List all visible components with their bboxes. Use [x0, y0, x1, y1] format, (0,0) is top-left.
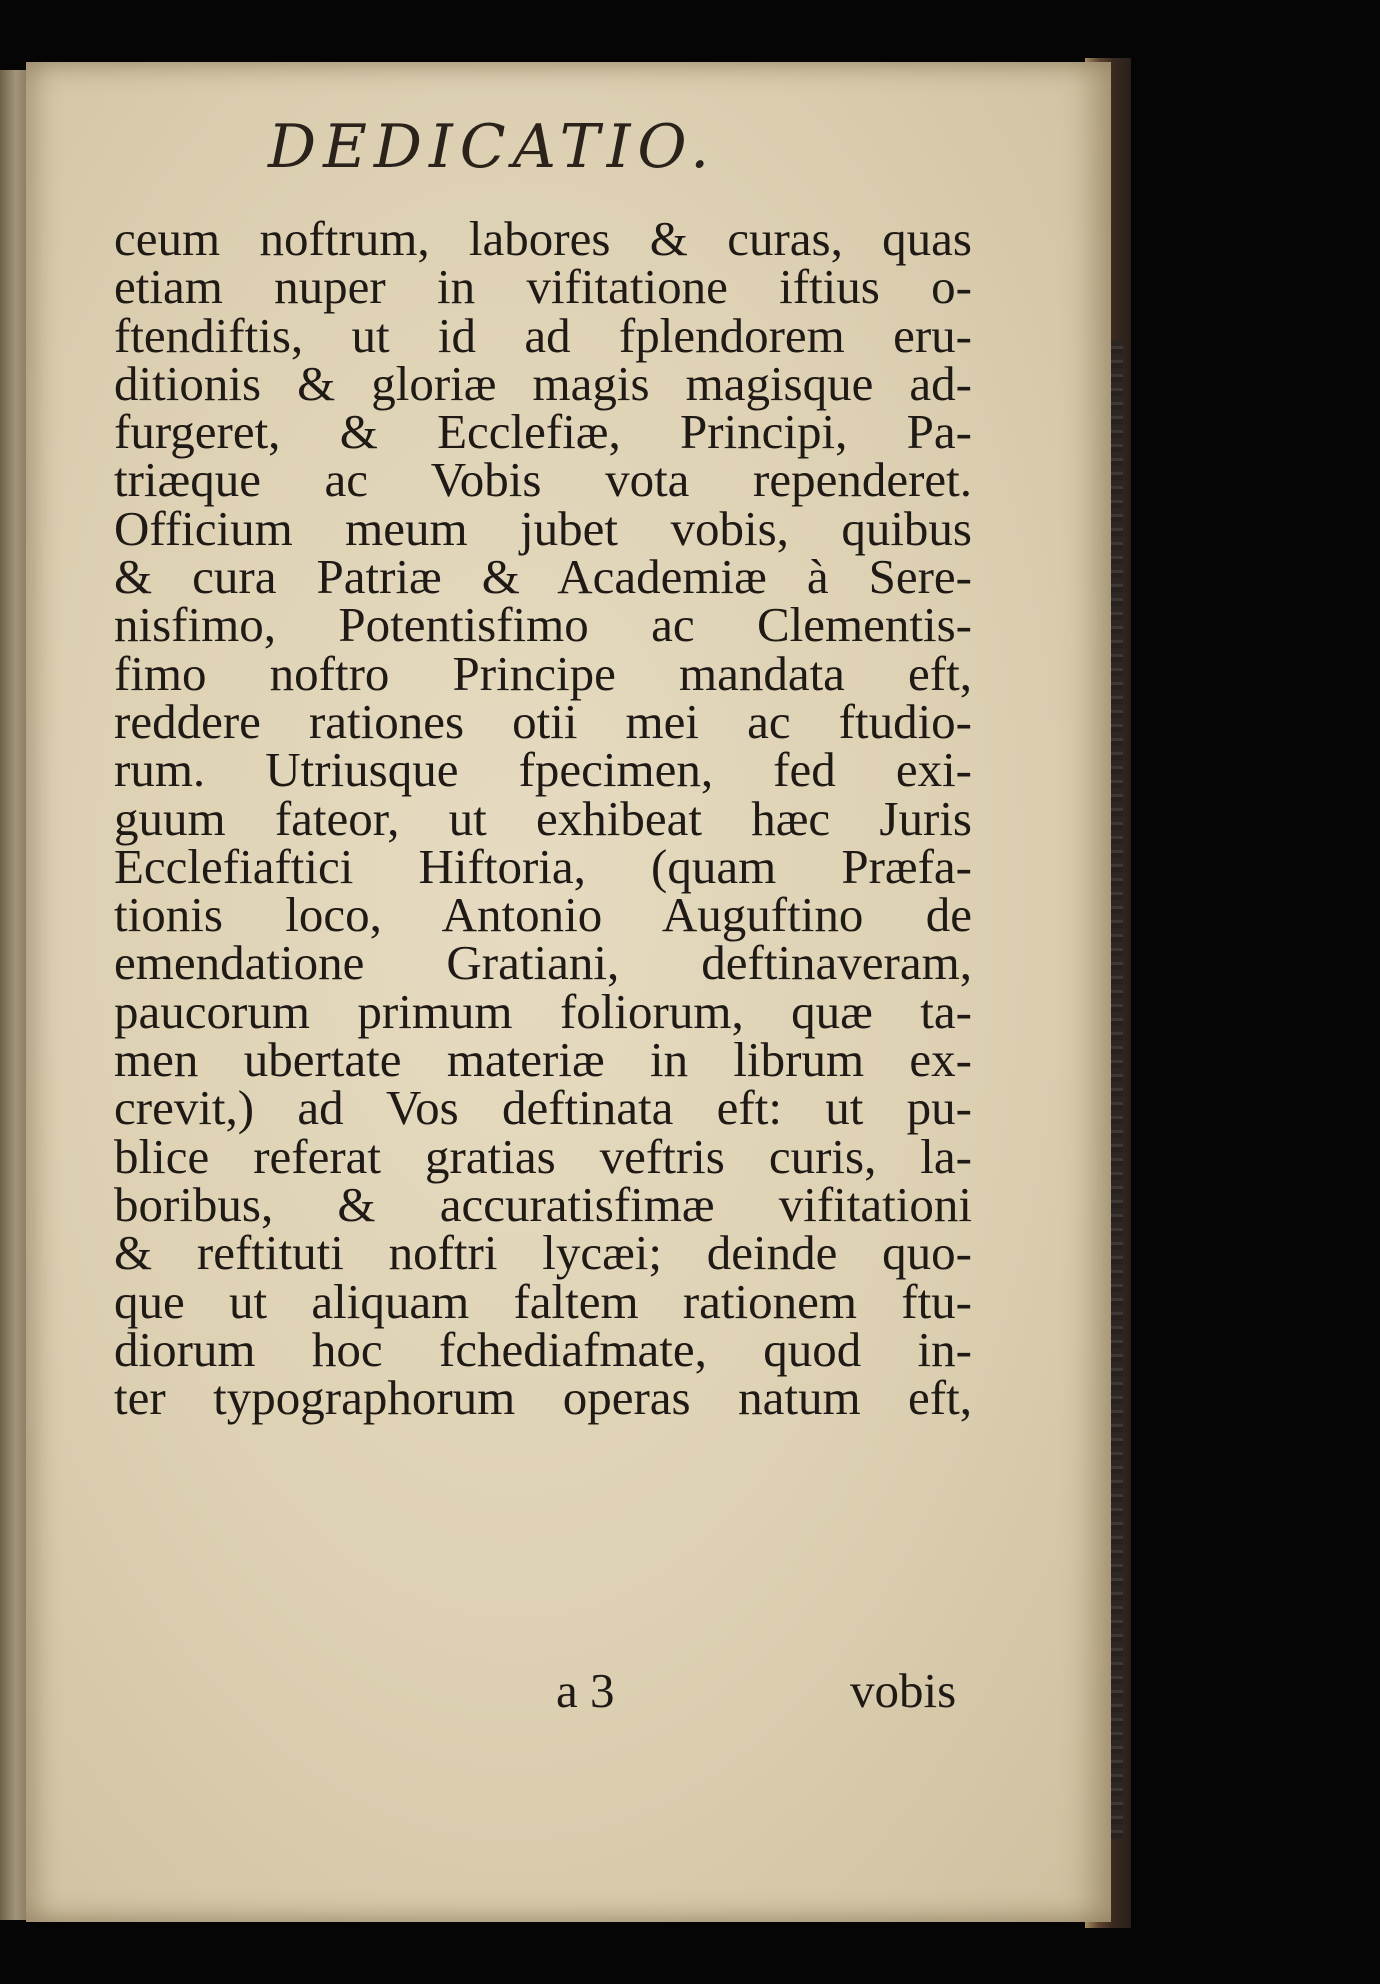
- text-line: rum. Utriusque fpecimen, fed exi-: [114, 742, 972, 798]
- text-line: tionis loco, Antonio Auguftino de: [114, 887, 972, 943]
- signature-mark: a 3: [556, 1663, 615, 1718]
- text-line: furgeret, & Ecclefiæ, Principi, Pa-: [114, 404, 972, 460]
- text-line: triæque ac Vobis vota rependeret.: [114, 452, 972, 508]
- text-line: ditionis & gloriæ magis magisque ad-: [114, 355, 972, 411]
- text-line: reddere rationes otii mei ac ftudio-: [114, 693, 972, 749]
- text-line: ceum noftrum, labores & curas, quas: [114, 211, 972, 266]
- text-line: Officium meum jubet vobis, quibus: [114, 500, 972, 556]
- text-line: men ubertate materiæ in librum ex-: [114, 1032, 972, 1088]
- text-line: ter typographorum operas natum eft,: [114, 1370, 972, 1426]
- text-line: & reftituti noftri lycæi; deinde quo-: [114, 1225, 972, 1281]
- text-line: blice referat gratias veftris curis, la-: [114, 1128, 972, 1184]
- text-line: ftendiftis, ut id ad fplendorem eru-: [114, 307, 972, 363]
- previous-page-edge: [0, 70, 28, 1920]
- running-head: DEDICATIO.: [268, 112, 717, 182]
- text-line: & cura Patriæ & Academiæ à Sere-: [114, 549, 972, 605]
- body-text: [114, 211, 972, 1426]
- text-line: paucorum primum foliorum, quæ ta-: [114, 983, 972, 1039]
- text-line: diorum hoc fchediafmate, quod in-: [114, 1321, 972, 1377]
- text-line: emendatione Gratiani, deftinaveram,: [114, 935, 972, 991]
- text-line: fimo noftro Principe mandata eft,: [114, 645, 972, 701]
- text-line: nisfimo, Potentisfimo ac Clementis-: [114, 597, 972, 653]
- text-line: etiam nuper in vifitatione iftius o-: [114, 259, 972, 315]
- text-line: guum fateor, ut exhibeat hæc Juris: [114, 790, 972, 846]
- catchword: vobis: [850, 1663, 957, 1718]
- text-line: que ut aliquam faltem rationem ftu-: [114, 1273, 972, 1329]
- text-line: Ecclefiaftici Hiftoria, (quam Præfa-: [114, 838, 972, 894]
- text-line: crevit,) ad Vos deftinata eft: ut pu-: [114, 1080, 972, 1136]
- text-line: boribus, & accuratisfimæ vifitationi: [114, 1176, 972, 1232]
